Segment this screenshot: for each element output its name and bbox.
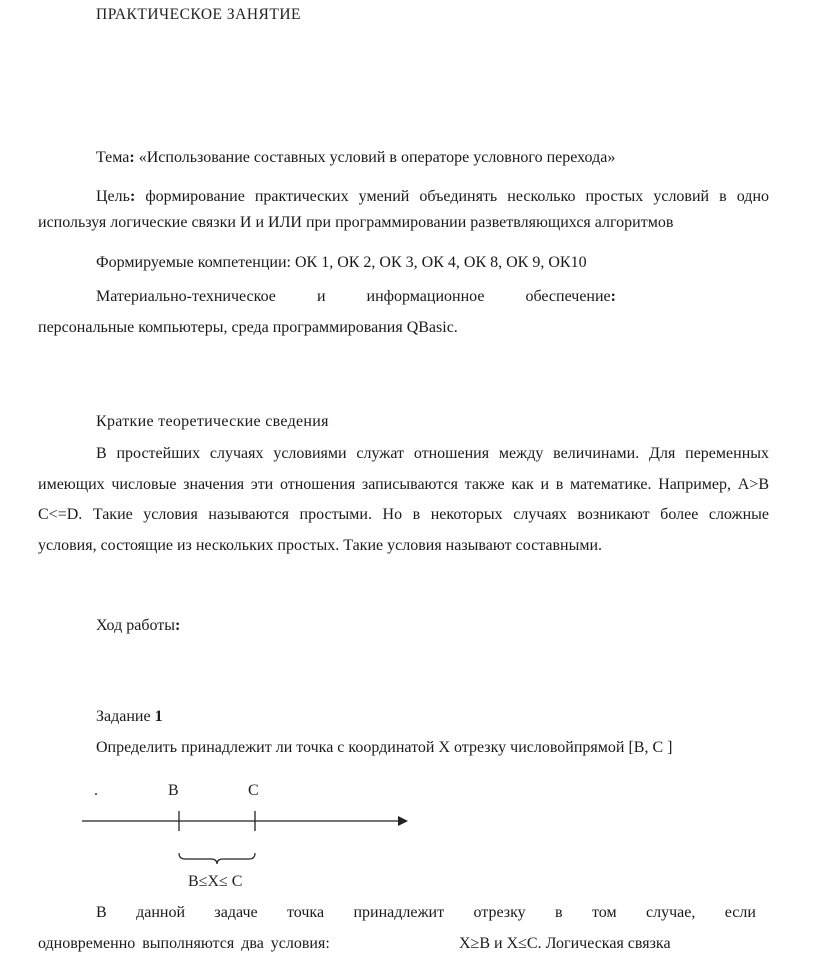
- equipment-colon: :: [610, 288, 616, 305]
- goal-label: Цель: [96, 188, 130, 205]
- explain-word: случае,: [646, 904, 696, 921]
- goal-colon: :: [129, 188, 136, 205]
- explain-word: в: [555, 904, 563, 921]
- explain-line-2-left: одновременно выполняются два условия:: [38, 935, 330, 952]
- equipment-word-3: информационное: [366, 288, 485, 305]
- equipment-word-1: Материально-техническое: [96, 288, 276, 305]
- explain-line-2-right: X≥B и X≤C. Логическая связка: [459, 935, 671, 952]
- explain-word: точка: [287, 904, 325, 921]
- explain-word: В: [96, 904, 107, 921]
- goal-line-2: используя логические связки И и ИЛИ при программировании разветвляющихся алгоритмов: [38, 214, 674, 231]
- work-heading: [96, 616, 180, 636]
- theory-line-4: условия, состоящие из нескольких простых. Такие условия называют составными.: [38, 537, 603, 554]
- task-label: Задание: [96, 708, 155, 725]
- axis-arrow-icon: [398, 816, 408, 826]
- goal-text-1: формирование практических умений объединять несколько простых условий в одно: [135, 188, 769, 205]
- diagram-dot: .: [94, 782, 98, 799]
- theory-line-3: C<=D. Такие условия называются простыми. Но в некоторых случаях возникают более сложные: [38, 506, 769, 523]
- task-number: 1: [154, 708, 163, 725]
- document-title: ПРАКТИЧЕСКОЕ ЗАНЯТИЕ: [96, 6, 302, 23]
- topic-text: «Использование составных условий в операторе условного перехода»: [134, 149, 616, 166]
- explain-word: если: [724, 904, 756, 921]
- equipment-line-2: персональные компьютеры, среда программирования QBasic.: [38, 319, 458, 336]
- explain-word: отрезку: [473, 904, 526, 921]
- theory-heading: Краткие теоретические сведения: [96, 413, 329, 430]
- theory-line-1: В простейших случаях условиями служат отношения между величинами. Для переменных: [96, 445, 769, 462]
- equipment-word-2: и: [316, 288, 326, 305]
- work-heading-colon: :: [175, 617, 181, 634]
- equipment-word-4-wrap: [525, 287, 616, 307]
- range-label: B≤X≤ C: [188, 873, 243, 890]
- equipment-line-1: [96, 287, 616, 307]
- task-heading: [96, 707, 163, 727]
- equipment-word-4: обеспечение: [525, 288, 611, 305]
- goal-line-1: [96, 187, 769, 207]
- explain-word: принадлежит: [353, 904, 445, 921]
- explain-line-1: [96, 903, 756, 923]
- topic-label: Тема: [96, 149, 130, 166]
- topic-colon: :: [129, 149, 135, 166]
- task-text: Определить принадлежит ли точка с координатой X отрезку числовойпрямой [B, C ]: [96, 739, 673, 756]
- label-b: B: [168, 782, 179, 799]
- explain-word: данной: [136, 904, 186, 921]
- number-line-diagram: [70, 775, 430, 900]
- explain-word: том: [592, 904, 617, 921]
- topic-line: [96, 148, 615, 168]
- explain-word: задаче: [214, 904, 258, 921]
- label-c: C: [248, 782, 259, 799]
- range-brace-icon: [179, 853, 255, 864]
- theory-line-2: имеющих числовые значения эти отношения записываются также как и в математике. Например, A>B: [38, 476, 769, 493]
- competencies-line: Формируемые компетенции: ОК 1, ОК 2, ОК 3, ОК 4, ОК 8, ОК 9, ОК10: [96, 254, 587, 271]
- number-line-svg: [70, 775, 430, 895]
- work-heading-text: Ход работы: [96, 617, 175, 634]
